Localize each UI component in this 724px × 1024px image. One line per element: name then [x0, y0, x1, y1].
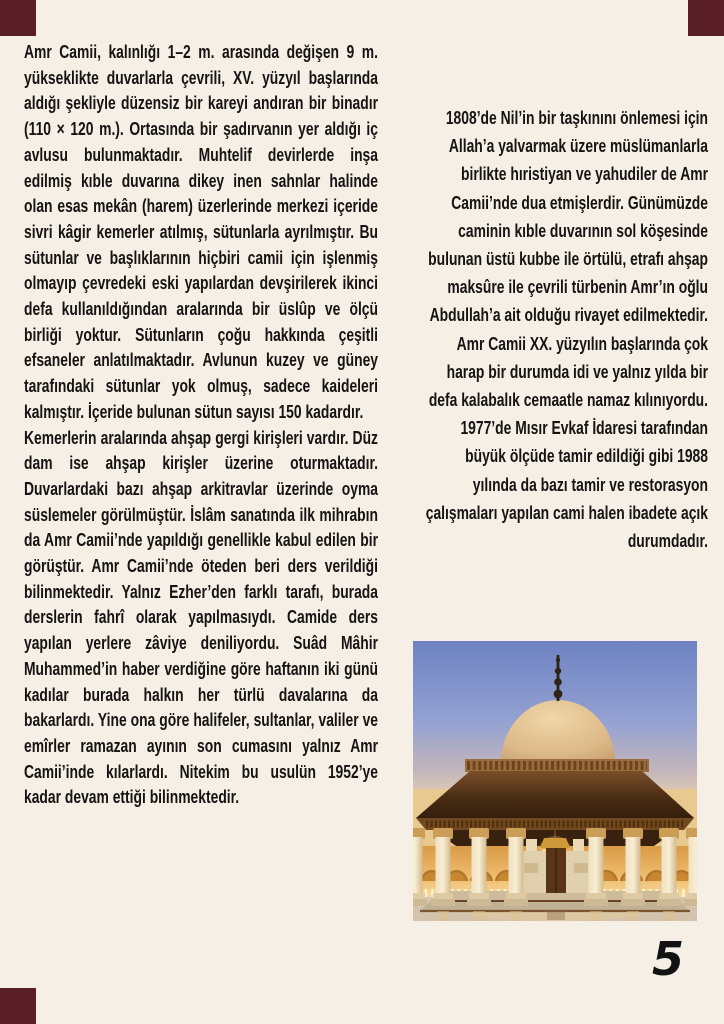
right-text-column: [425, 104, 709, 555]
page-number: 5: [651, 932, 684, 986]
corner-accent-top-left: [0, 0, 36, 36]
corner-accent-top-right: [688, 0, 724, 36]
corner-accent-bottom-left: [0, 988, 36, 1024]
left-text-column: [24, 39, 378, 810]
body-paragraph: 1808’de Nil’in bir taşkınını önlemesi için Allah’a yalvarmak üzere müslümanlarla birlikte hıristiyan ve yahudiler de Amr Camii’nde dua etmişlerdir. Günümüzde caminin kıble duvarının sol köşesinde bulunan üstü kubbe ile örtülü, etrafı ahşap maksûre ile çevrili türbenin Amr’ın oğlu Abdullah’a ait olduğu rivayet edilmektedir. Amr Camii XX. yüzyılın başlarında çok harap bir durumda idi ve yalnız yılda bir defa kalabalık cemaatle namaz kılınıyordu. 1977’de Mısır Evkaf İdaresi tarafından büyük ölçüde tamir edildiği gibi 1988 yılında da bazı tamir ve restorasyon çalışmaları yapılan cami halen ibadete açık durumdadır.: [425, 107, 708, 552]
body-paragraph: Kemerlerin aralarında ahşap gergi kirişleri vardır. Düz dam ise ahşap kirişler üzerine oturmaktadır. Duvarlardaki bazı ahşap arkitravlar üzerinde oyma süslemeler görülmüştür. İslâm sanatında ilk mihrabın da Amr Camii’nde yapıldığı genellikle kabul edilen bir görüştür. Amr Camii’nde öteden beri ders verildiği bilinmektedir. Yalnız Ezher’den farklı tarafı, burada derslerin fahrî olarak yapılmasıydı. Camide ders yapılan yerlere zâviye deniliyordu. Suâd Mâhir Muhammed’in haber verdiğine göre haftanın iki günü kadılar burada halkın her türlü davalarına da bakarlardı. Yine ona göre halifeler, sultanlar, valiler ve emîrler ramazan ayının son cumasını yalnız Amr Camii’inde kılarlardı. Nitekim bu usulün 1952’ye kadar devam ettiği bilinmektedir.: [24, 426, 378, 808]
body-paragraph: Amr Camii, kalınlığı 1–2 m. arasında değişen 9 m. yükseklikte duvarlarla çevrili, XV. yüzyıl başlarında aldığı şekliyle düzensiz bir kareyi andıran bir binadır (110 × 120 m.). Ortasında bir şadırvanın yer aldığı iç avlusu bulunmaktadır. Muhtelif devirlerde inşa edilmiş kıble duvarına dikey inen sahnlar halinde olan esas mekân (harem) üzerlerinde merkezi içeride sivri kâgir kemerler atılmış, sütunlarla ayrılmıştır. Bu sütunlar ve başlıklarının hiçbiri camii için işlenmiş olmayıp çevredeki eski yapılardan devşirilerek ikinci defa kullanıldığından aralarında bir üslûp ve ölçü birliği yoktur. Sütunların çoğu hakkında çeşitli efsaneler anlatılmaktadır. Avlunun kuzey ve güney tarafındaki sütunlar yok olmuş, sadece kaideleri kalmıştır. İçeride bulunan sütun sayısı 150 kadardır.: [24, 41, 378, 422]
mosque-photo: [413, 641, 697, 921]
